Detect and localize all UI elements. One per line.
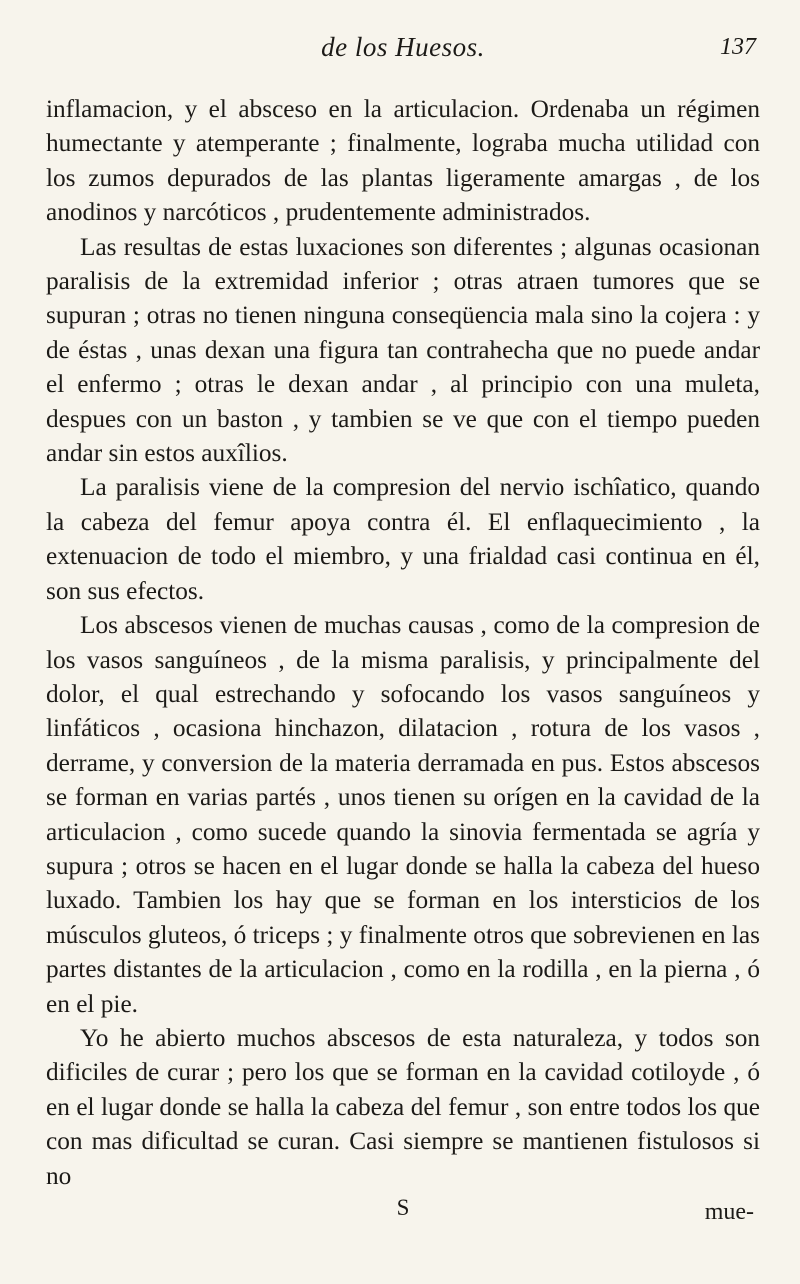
- catchword: mue-: [704, 1199, 754, 1225]
- running-head: [46, 30, 760, 74]
- running-title: de los Huesos.: [321, 32, 485, 62]
- page-number: 137: [720, 34, 756, 60]
- paragraph-abscesos: Los abscesos vienen de muchas causas , como de la compresion de los vasos sanguíneos , de la misma paralisis, y principalmente del dolor, el qual estrechando y sofocando los vasos sanguíneos y linfáticos , ocasiona hinchazon, dilatacion , rotura de los vasos , derrame, y conversion de la materia derramada en pus. Estos abscesos se forman en varias partés , unos tienen su orígen en la cavidad de la articulacion , como sucede quando la sinovia fermentada se agría y supura ; otros se hacen en el lugar donde se halla la cabeza del hueso luxado. Tambien los hay que se forman en los intersticios de los músculos gluteos, ó triceps ; y finalmente otros que sobrevienen en las partes distantes de la articulacion , como en la rodilla , en la pierna , ó en el pie.: [46, 611, 760, 1018]
- signature-mark: S: [396, 1195, 410, 1220]
- page-footer: [46, 1193, 760, 1233]
- paragraph-paralisis: La paralisis viene de la compresion del nervio ischîatico, quando la cabeza del femur apoya contra él. El enflaquecimiento , la extenuacion de todo el miembro, y una frialdad casi continua en él, son sus efectos.: [46, 473, 760, 605]
- body-text: [46, 92, 760, 1193]
- paragraph-yo-he-abierto: Yo he abierto muchos abscesos de esta naturaleza, y todos son dificiles de curar ; pero los que se forman en la cavidad cotiloyde , ó en el lugar donde se halla la cabeza del femur , son entre todos los que con mas dificultad se curan. Casi siempre se mantienen fistulosos si no: [46, 1023, 760, 1190]
- paragraph-continuation: inflamacion, y el absceso en la articulacion. Ordenaba un régimen humectante y atemperante ; finalmente, lograba mucha utilidad con los zumos depurados de las plantas ligeramente amargas , de los anodinos y narcóticos , prudentemente administrados.: [46, 95, 760, 227]
- paragraph-resultas: Las resultas de estas luxaciones son diferentes ; algunas ocasionan paralisis de la extremidad inferior ; otras atraen tumores que se supuran ; otras no tienen ninguna conseqüencia mala sino la cojera : y de éstas , unas dexan una figura tan contrahecha que no puede andar el enfermo ; otras le dexan andar , al principio con una muleta, despues con un baston , y tambien se ve que con el tiempo pueden andar sin estos auxîlios.: [46, 232, 760, 468]
